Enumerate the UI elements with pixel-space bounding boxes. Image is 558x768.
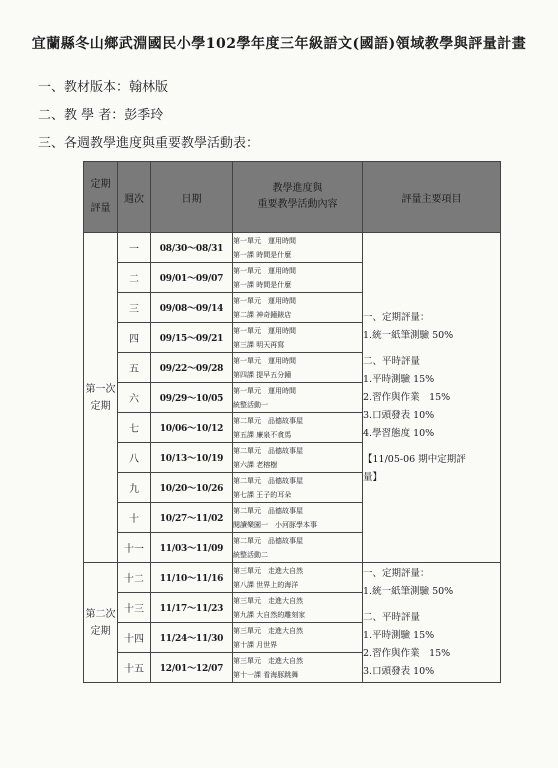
content-line: 閱讀樂園一 小河豚學本事	[233, 520, 317, 529]
content-line: 第一單元 運用時間	[233, 386, 296, 395]
week-cell: 十	[118, 503, 151, 533]
eval-line: 一、定期評量：	[363, 311, 430, 323]
date-cell: 11/10～11/16	[151, 563, 233, 593]
date-cell: 10/06～10/12	[151, 413, 233, 443]
week-cell: 四	[118, 323, 151, 353]
eval-items	[363, 563, 501, 683]
content-line: 第一單元 運用時間	[233, 356, 296, 365]
eval-line: 1.平時測驗 15%	[363, 629, 435, 641]
eval-line: 【11/05-06 期中定期評	[363, 453, 466, 465]
date-cell: 12/01～12/07	[151, 653, 233, 683]
content-line: 第十一課 看海豚跳舞	[233, 670, 299, 679]
content-line: 第三單元 走進大自然	[233, 566, 303, 575]
content-line: 第二單元 品德故事屋	[233, 476, 303, 485]
content-line: 統整活動二	[233, 550, 268, 559]
table-header-row	[84, 162, 501, 233]
content-cell	[233, 233, 363, 263]
week-cell: 十四	[118, 623, 151, 653]
content-cell	[233, 443, 363, 473]
eval-line: 1.平時測驗 15%	[363, 373, 435, 385]
content-line: 第二單元 品德故事屋	[233, 506, 303, 515]
content-line: 第一單元 運用時間	[233, 326, 296, 335]
content-line: 第一課 時間是什麼	[233, 280, 292, 289]
content-line: 第五課 廉泉不貪馬	[233, 430, 292, 439]
table-row	[84, 563, 501, 593]
week-cell: 九	[118, 473, 151, 503]
date-cell: 11/17～11/23	[151, 593, 233, 623]
week-cell: 一	[118, 233, 151, 263]
header-period: 定期 評量	[84, 162, 118, 233]
eval-line: 3.口頭發表 10%	[363, 409, 435, 421]
week-cell: 十一	[118, 533, 151, 563]
eval-line: 二、平時評量	[363, 611, 421, 623]
content-cell	[233, 503, 363, 533]
content-line: 第二單元 品德故事屋	[233, 416, 303, 425]
content-line: 第三單元 走進大自然	[233, 656, 303, 665]
content-cell	[233, 353, 363, 383]
week-cell: 二	[118, 263, 151, 293]
content-cell	[233, 473, 363, 503]
week-cell: 十三	[118, 593, 151, 623]
content-line: 第四課 提早五分鐘	[233, 370, 292, 379]
content-line: 第六課 老榕樹	[233, 460, 278, 469]
period-label: 第一次 定期	[84, 233, 118, 563]
date-cell: 09/01～09/07	[151, 263, 233, 293]
content-cell	[233, 383, 363, 413]
content-cell	[233, 533, 363, 563]
week-cell: 五	[118, 353, 151, 383]
date-cell: 11/03～11/09	[151, 533, 233, 563]
date-cell: 09/15～09/21	[151, 323, 233, 353]
eval-line: 2.習作與作業 15%	[363, 391, 451, 403]
content-cell	[233, 653, 363, 683]
date-cell: 08/30～08/31	[151, 233, 233, 263]
content-line: 第七課 王子的耳朵	[233, 490, 292, 499]
document-title: 宜蘭縣冬山鄉武淵國民小學102學年度三年級語文(國語)領域教學與評量計畫	[31, 36, 527, 52]
content-line: 第三課 明天再寫	[233, 340, 285, 349]
eval-line: 量】	[363, 471, 383, 483]
section-schedule-heading: 三、各週教學進度與重要教學活動表：	[38, 136, 260, 151]
header-content: 教學進度與 重要教學活動內容	[233, 162, 363, 233]
content-line: 第一單元 運用時間	[233, 236, 296, 245]
content-line: 第八課 世界上的海洋	[233, 580, 299, 589]
date-cell: 09/29～10/05	[151, 383, 233, 413]
content-cell	[233, 593, 363, 623]
week-cell: 七	[118, 413, 151, 443]
header-date: 日期	[151, 162, 233, 233]
header-week: 週次	[118, 162, 151, 233]
week-cell: 三	[118, 293, 151, 323]
week-cell: 十五	[118, 653, 151, 683]
content-line: 第一課 時間是什麼	[233, 250, 292, 259]
eval-line: 二、平時評量	[363, 355, 421, 367]
content-cell	[233, 263, 363, 293]
content-line: 第九課 大自然的雕刻家	[233, 610, 306, 619]
content-cell	[233, 563, 363, 593]
content-line: 第一單元 運用時間	[233, 266, 296, 275]
eval-line: 3.口頭發表 10%	[363, 665, 435, 677]
eval-line: 1.統一紙筆測驗 50%	[363, 585, 454, 597]
table-row	[84, 233, 501, 263]
content-line: 第二單元 品德故事屋	[233, 446, 303, 455]
date-cell: 10/20～10/26	[151, 473, 233, 503]
date-cell: 09/08～09/14	[151, 293, 233, 323]
content-line: 第三單元 走進大自然	[233, 596, 303, 605]
eval-line: 4.學習態度 10%	[363, 427, 435, 439]
date-cell: 09/22～09/28	[151, 353, 233, 383]
content-cell	[233, 323, 363, 353]
content-cell	[233, 623, 363, 653]
week-cell: 八	[118, 443, 151, 473]
eval-line: 2.習作與作業 15%	[363, 647, 451, 659]
date-cell: 10/13～10/19	[151, 443, 233, 473]
header-eval: 評量主要項目	[363, 162, 501, 233]
eval-items	[363, 233, 501, 563]
content-line: 第一單元 運用時間	[233, 296, 296, 305]
week-cell: 十二	[118, 563, 151, 593]
date-cell: 10/27～11/02	[151, 503, 233, 533]
content-cell	[233, 413, 363, 443]
content-line: 第二單元 品德故事屋	[233, 536, 303, 545]
section-teacher: 二、教 學 者：彭季玲	[38, 108, 164, 123]
eval-line: 1.統一紙筆測驗 50%	[363, 329, 454, 341]
section-textbook-version: 一、教材版本：翰林版	[38, 80, 169, 95]
content-cell	[233, 293, 363, 323]
content-line: 第二課 神奇鐘錶店	[233, 310, 292, 319]
content-line: 第十課 月世界	[233, 640, 278, 649]
content-line: 統整活動一	[233, 400, 268, 409]
schedule-table	[83, 161, 501, 683]
eval-line: 一、定期評量：	[363, 567, 430, 579]
date-cell: 11/24～11/30	[151, 623, 233, 653]
content-line: 第三單元 走進大自然	[233, 626, 303, 635]
period-label: 第二次 定期	[84, 563, 118, 683]
week-cell: 六	[118, 383, 151, 413]
